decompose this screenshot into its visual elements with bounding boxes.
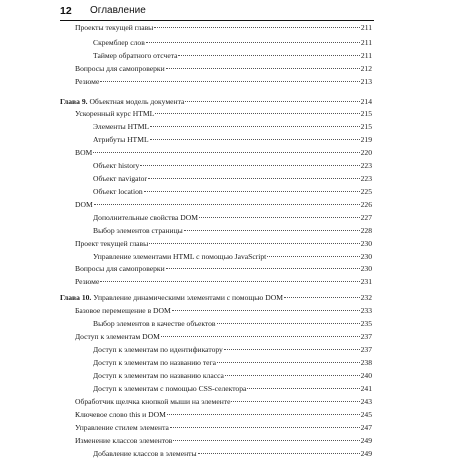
toc-entry (75, 264, 372, 275)
toc-entry (75, 410, 372, 421)
toc-entry-text: Проекты текущей главы (75, 23, 154, 32)
dot-leader (140, 165, 359, 166)
toc-entry-title (93, 371, 224, 380)
toc-entry (75, 64, 372, 75)
toc-entry-title (93, 135, 149, 144)
dot-leader (199, 217, 360, 218)
dot-leader (217, 362, 360, 363)
toc-entry-title (75, 306, 171, 315)
toc-entry-title (93, 38, 145, 47)
toc-entry-title (93, 187, 143, 196)
toc-entry-text: DOM (75, 200, 93, 209)
toc-entry (93, 187, 372, 198)
toc-page-number: 211 (360, 51, 372, 60)
dot-leader (166, 68, 360, 69)
toc-entry-text: Объект location (93, 187, 143, 196)
toc-entry-title (75, 332, 160, 341)
toc-page-number: 230 (360, 264, 372, 273)
toc-entry (93, 174, 372, 185)
toc-entry (93, 213, 372, 224)
toc-entry (93, 161, 372, 172)
toc-entry (93, 226, 372, 237)
toc-entry-title (60, 97, 184, 106)
toc-entry-text: Скремблер слов (93, 38, 145, 47)
toc-page-number: 215 (360, 109, 372, 118)
toc-page-number: 220 (360, 148, 372, 157)
toc-page-number: 211 (360, 23, 372, 32)
dot-leader (166, 268, 360, 269)
toc-entry-text: Проект текущей главы (75, 239, 149, 248)
toc-entry-text: Таймер обратного отсчета (93, 51, 178, 60)
toc-entry-text: Элементы HTML (93, 122, 150, 131)
toc-entry-title (75, 77, 99, 86)
toc-page-number: 232 (360, 293, 372, 302)
toc-entry-title (75, 239, 148, 248)
dot-leader (178, 55, 359, 56)
page-number: 12 (60, 5, 72, 17)
toc-entry-title (75, 264, 165, 273)
dot-leader (146, 42, 360, 43)
toc-entry-title (75, 410, 166, 419)
toc-entry-text: Вопросы для самопроверки (75, 64, 165, 73)
toc-entry-title (75, 200, 93, 209)
dot-leader (150, 139, 360, 140)
toc-entry-title (75, 148, 92, 157)
toc-page-number: 211 (360, 38, 372, 47)
toc-entry-title (93, 449, 197, 458)
toc-entry-title (93, 384, 246, 393)
toc-entry-title (75, 436, 172, 445)
toc-entry-text: Атрибуты HTML (93, 135, 149, 144)
toc-entry-text: BOM (75, 148, 93, 157)
toc-entry-text: Объект history (93, 161, 140, 170)
dot-leader (149, 243, 359, 244)
toc-entry-title (75, 23, 153, 32)
toc-entry (75, 332, 372, 343)
toc-entry (75, 148, 372, 159)
toc-entry-title (75, 277, 99, 286)
dot-leader (173, 440, 359, 441)
toc-entry (75, 77, 372, 88)
toc-entry-text: Добавление классов в элементы (93, 449, 197, 458)
toc-entry-text: Выбор элементов в качестве объектов (93, 319, 216, 328)
dot-leader (148, 178, 360, 179)
toc-entry (75, 109, 372, 120)
running-title: Оглавление (90, 5, 146, 16)
toc-entry-title (93, 226, 183, 235)
toc-page-number: 238 (360, 358, 372, 367)
toc-page-number: 237 (360, 332, 372, 341)
toc-page-number: 219 (360, 135, 372, 144)
toc-chapter-label: Глава 9. (60, 97, 88, 106)
toc-entry (93, 449, 372, 460)
toc-entry-text: Ключевое слово this и DOM (75, 410, 166, 419)
toc-page-number: 237 (360, 345, 372, 354)
dot-leader (185, 101, 359, 102)
toc-entry-title (93, 174, 147, 183)
toc-entry (75, 397, 372, 408)
toc-entry-title (75, 64, 165, 73)
toc-page-number: 231 (360, 277, 372, 286)
toc-entry-text: Управление динамическими элементами с помощью DOM (93, 293, 283, 302)
toc-page-number: 240 (360, 371, 372, 380)
toc-entry (93, 371, 372, 382)
toc-entry-title (75, 109, 154, 118)
toc-entry-text: Доступ к элементам DOM (75, 332, 160, 341)
dot-leader (198, 453, 360, 454)
toc-entry-title (75, 397, 230, 406)
dot-leader (94, 204, 360, 205)
toc-entry (93, 252, 372, 263)
toc-entry-title (93, 213, 198, 222)
toc-entry-text: Доступ к элементам с помощью CSS-селектора (93, 384, 247, 393)
dot-leader (100, 81, 359, 82)
toc-entry-text: Обработчик щелчка кнопкой мыши на элементе (75, 397, 231, 406)
toc-entry (93, 345, 372, 356)
dot-leader (155, 113, 359, 114)
dot-leader (161, 336, 360, 337)
dot-leader (231, 401, 359, 402)
toc-page-number: 213 (360, 77, 372, 86)
toc-entry (75, 23, 372, 34)
dot-leader (284, 297, 360, 298)
toc-entry-text: Изменение классов элементов (75, 436, 173, 445)
toc-entry-text: Выбор элементов страницы (93, 226, 183, 235)
toc-entry (93, 51, 372, 62)
dot-leader (150, 126, 359, 127)
toc-entry-text: Доступ к элементам по названию тега (93, 358, 217, 367)
toc-entry-title (93, 252, 266, 261)
toc-entry (75, 423, 372, 434)
toc-page-number: 227 (360, 213, 372, 222)
dot-leader (247, 388, 359, 389)
toc-entry-title (93, 319, 216, 328)
toc-entry (93, 38, 372, 49)
toc-page-number: 226 (360, 200, 372, 209)
toc-entry-text: Управление стилем элемента (75, 423, 169, 432)
toc-entry-title (93, 161, 139, 170)
toc-entry-text: Дополнительные свойства DOM (93, 213, 198, 222)
toc-entry-title (93, 345, 223, 354)
toc-entry-text: Резюме (75, 277, 100, 286)
dot-leader (167, 414, 360, 415)
dot-leader (267, 256, 359, 257)
toc-entry-text: Объектная модель документа (89, 97, 185, 106)
toc-page-number: 228 (360, 226, 372, 235)
toc-entry-text: Доступ к элементам по названию класса (93, 371, 224, 380)
dot-leader (93, 152, 359, 153)
toc-entry (93, 384, 372, 395)
toc-page-number: 233 (360, 306, 372, 315)
toc-page-number: 214 (360, 97, 372, 106)
toc-entry-title (93, 122, 149, 131)
toc-entry-text: Базовое перемещение в DOM (75, 306, 171, 315)
toc-page-number: 249 (360, 436, 372, 445)
toc-entry (93, 122, 372, 133)
toc-page-number: 241 (360, 384, 372, 393)
dot-leader (144, 191, 360, 192)
toc-entry-text: Ускоренный курс HTML (75, 109, 155, 118)
toc-entry-text: Объект navigator (93, 174, 147, 183)
dot-leader (172, 310, 360, 311)
dot-leader (100, 281, 359, 282)
toc-page-number: 225 (360, 187, 372, 196)
toc-page-number: 247 (360, 423, 372, 432)
toc-page-number: 223 (360, 161, 372, 170)
toc-chapter-entry (60, 293, 372, 304)
toc-page-number: 223 (360, 174, 372, 183)
dot-leader (154, 27, 360, 28)
toc-entry-title (75, 423, 169, 432)
dot-leader (217, 323, 360, 324)
toc-entry (75, 306, 372, 317)
toc-page-number: 230 (360, 239, 372, 248)
toc-entry (93, 358, 372, 369)
toc-entry (93, 135, 372, 146)
toc-entry-text: Управление элементами HTML с помощью JavaScript (93, 252, 267, 261)
toc-page-number: 235 (360, 319, 372, 328)
toc-entry-text: Вопросы для самопроверки (75, 264, 165, 273)
dot-leader (224, 349, 360, 350)
toc-entry-text: Доступ к элементам по идентификатору (93, 345, 223, 354)
toc-page-number: 230 (360, 252, 372, 261)
toc-entry-title (60, 293, 283, 302)
toc-entry (75, 200, 372, 211)
toc-entry-title (93, 358, 216, 367)
toc-entry-text: Резюме (75, 77, 100, 86)
toc-entry (75, 277, 372, 288)
toc-page-number: 249 (360, 449, 372, 458)
toc-chapter-label: Глава 10. (60, 293, 92, 302)
toc-chapter-entry (60, 97, 372, 108)
toc-page-number: 215 (360, 122, 372, 131)
toc-entry (93, 319, 372, 330)
toc-entry (75, 239, 372, 250)
toc-page-number: 245 (360, 410, 372, 419)
dot-leader (184, 230, 360, 231)
toc-entry-title (93, 51, 177, 60)
toc-entry (75, 436, 372, 447)
toc-page-number: 243 (360, 397, 372, 406)
dot-leader (170, 427, 360, 428)
dot-leader (225, 375, 360, 376)
toc-page-number: 212 (360, 64, 372, 73)
